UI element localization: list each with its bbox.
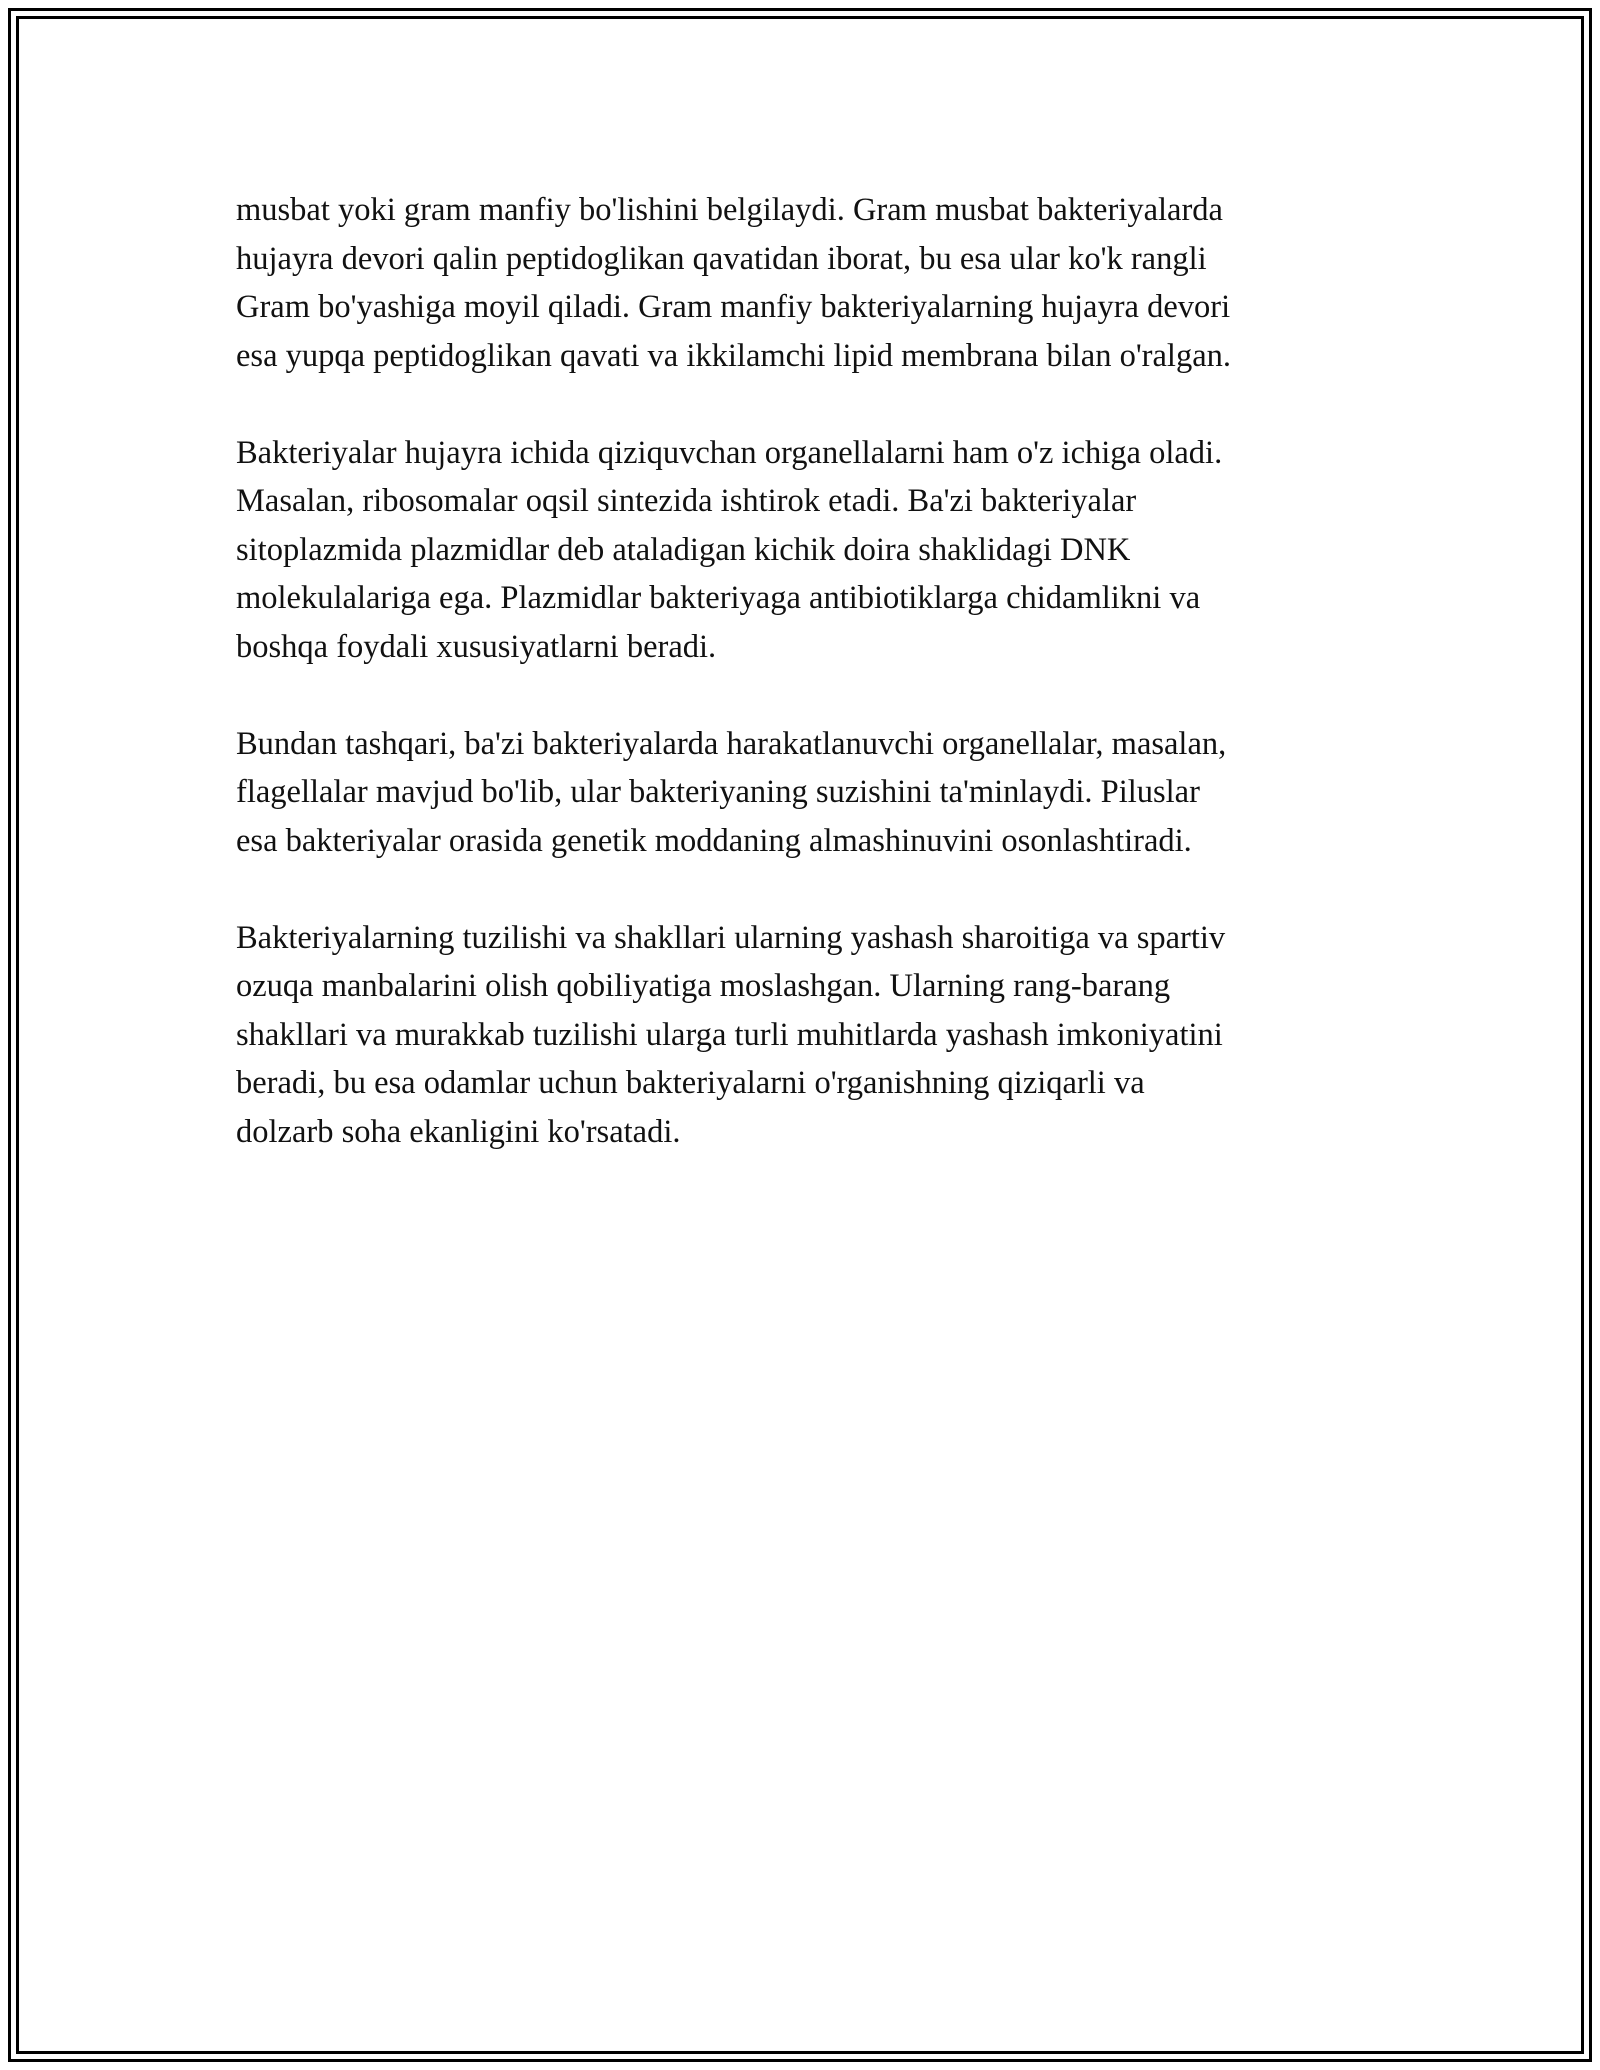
- text-line: shakllari va murakkab tuzilishi ularga turli muhitlarda yashash imkoniyatini: [236, 1016, 1223, 1053]
- text-line: Bundan tashqari, ba'zi bakteriyalarda harakatlanuvchi organellalar, masalan,: [236, 725, 1227, 762]
- document-body: [236, 186, 1376, 1205]
- text-line: musbat yoki gram manfiy bo'lishini belgilaydi. Gram musbat bakteriyalarda: [236, 192, 1223, 228]
- text-line: boshqa foydali xususiyatlarni beradi.: [236, 628, 717, 665]
- paragraph-adaptation: [236, 914, 1376, 1157]
- text-line: sitoplazmida plazmidlar deb ataladigan kichik doira shaklidagi DNK: [236, 531, 1131, 568]
- text-line: esa yupqa peptidoglikan qavati va ikkilamchi lipid membrana bilan o'ralgan.: [236, 337, 1232, 374]
- paragraph-organelles: [236, 429, 1376, 672]
- text-line: dolzarb soha ekanligini ko'rsatadi.: [236, 1113, 681, 1150]
- paragraph-motility: [236, 720, 1376, 866]
- text-line: Bakteriyalar hujayra ichida qiziquvchan organellalarni ham o'z ichiga oladi.: [236, 434, 1223, 471]
- text-line: Gram bo'yashiga moyil qiladi. Gram manfiy bakteriyalarning hujayra devori: [236, 289, 1231, 325]
- text-line: hujayra devori qalin peptidoglikan qavatidan iborat, bu esa ular ko'k rangli: [236, 240, 1207, 277]
- text-line: molekulalariga ega. Plazmidlar bakteriyaga antibiotiklarga chidamlikni va: [236, 580, 1201, 616]
- text-line: ozuqa manbalarini olish qobiliyatiga moslashgan. Ularning rang-barang: [236, 968, 1171, 1004]
- text-line: beradi, bu esa odamlar uchun bakteriyalarni o'rganishning qiziqarli va: [236, 1065, 1145, 1101]
- paragraph-gram-staining: [236, 186, 1376, 380]
- text-line: Bakteriyalarning tuzilishi va shakllari ularning yashash sharoitiga va spartiv: [236, 919, 1226, 956]
- text-line: Masalan, ribosomalar oqsil sintezida ishtirok etadi. Ba'zi bakteriyalar: [236, 483, 1137, 519]
- text-line: esa bakteriyalar orasida genetik moddaning almashinuvini osonlashtiradi.: [236, 822, 1192, 859]
- text-line: flagellalar mavjud bo'lib, ular bakteriyaning suzishini ta'minlaydi. Piluslar: [236, 774, 1200, 810]
